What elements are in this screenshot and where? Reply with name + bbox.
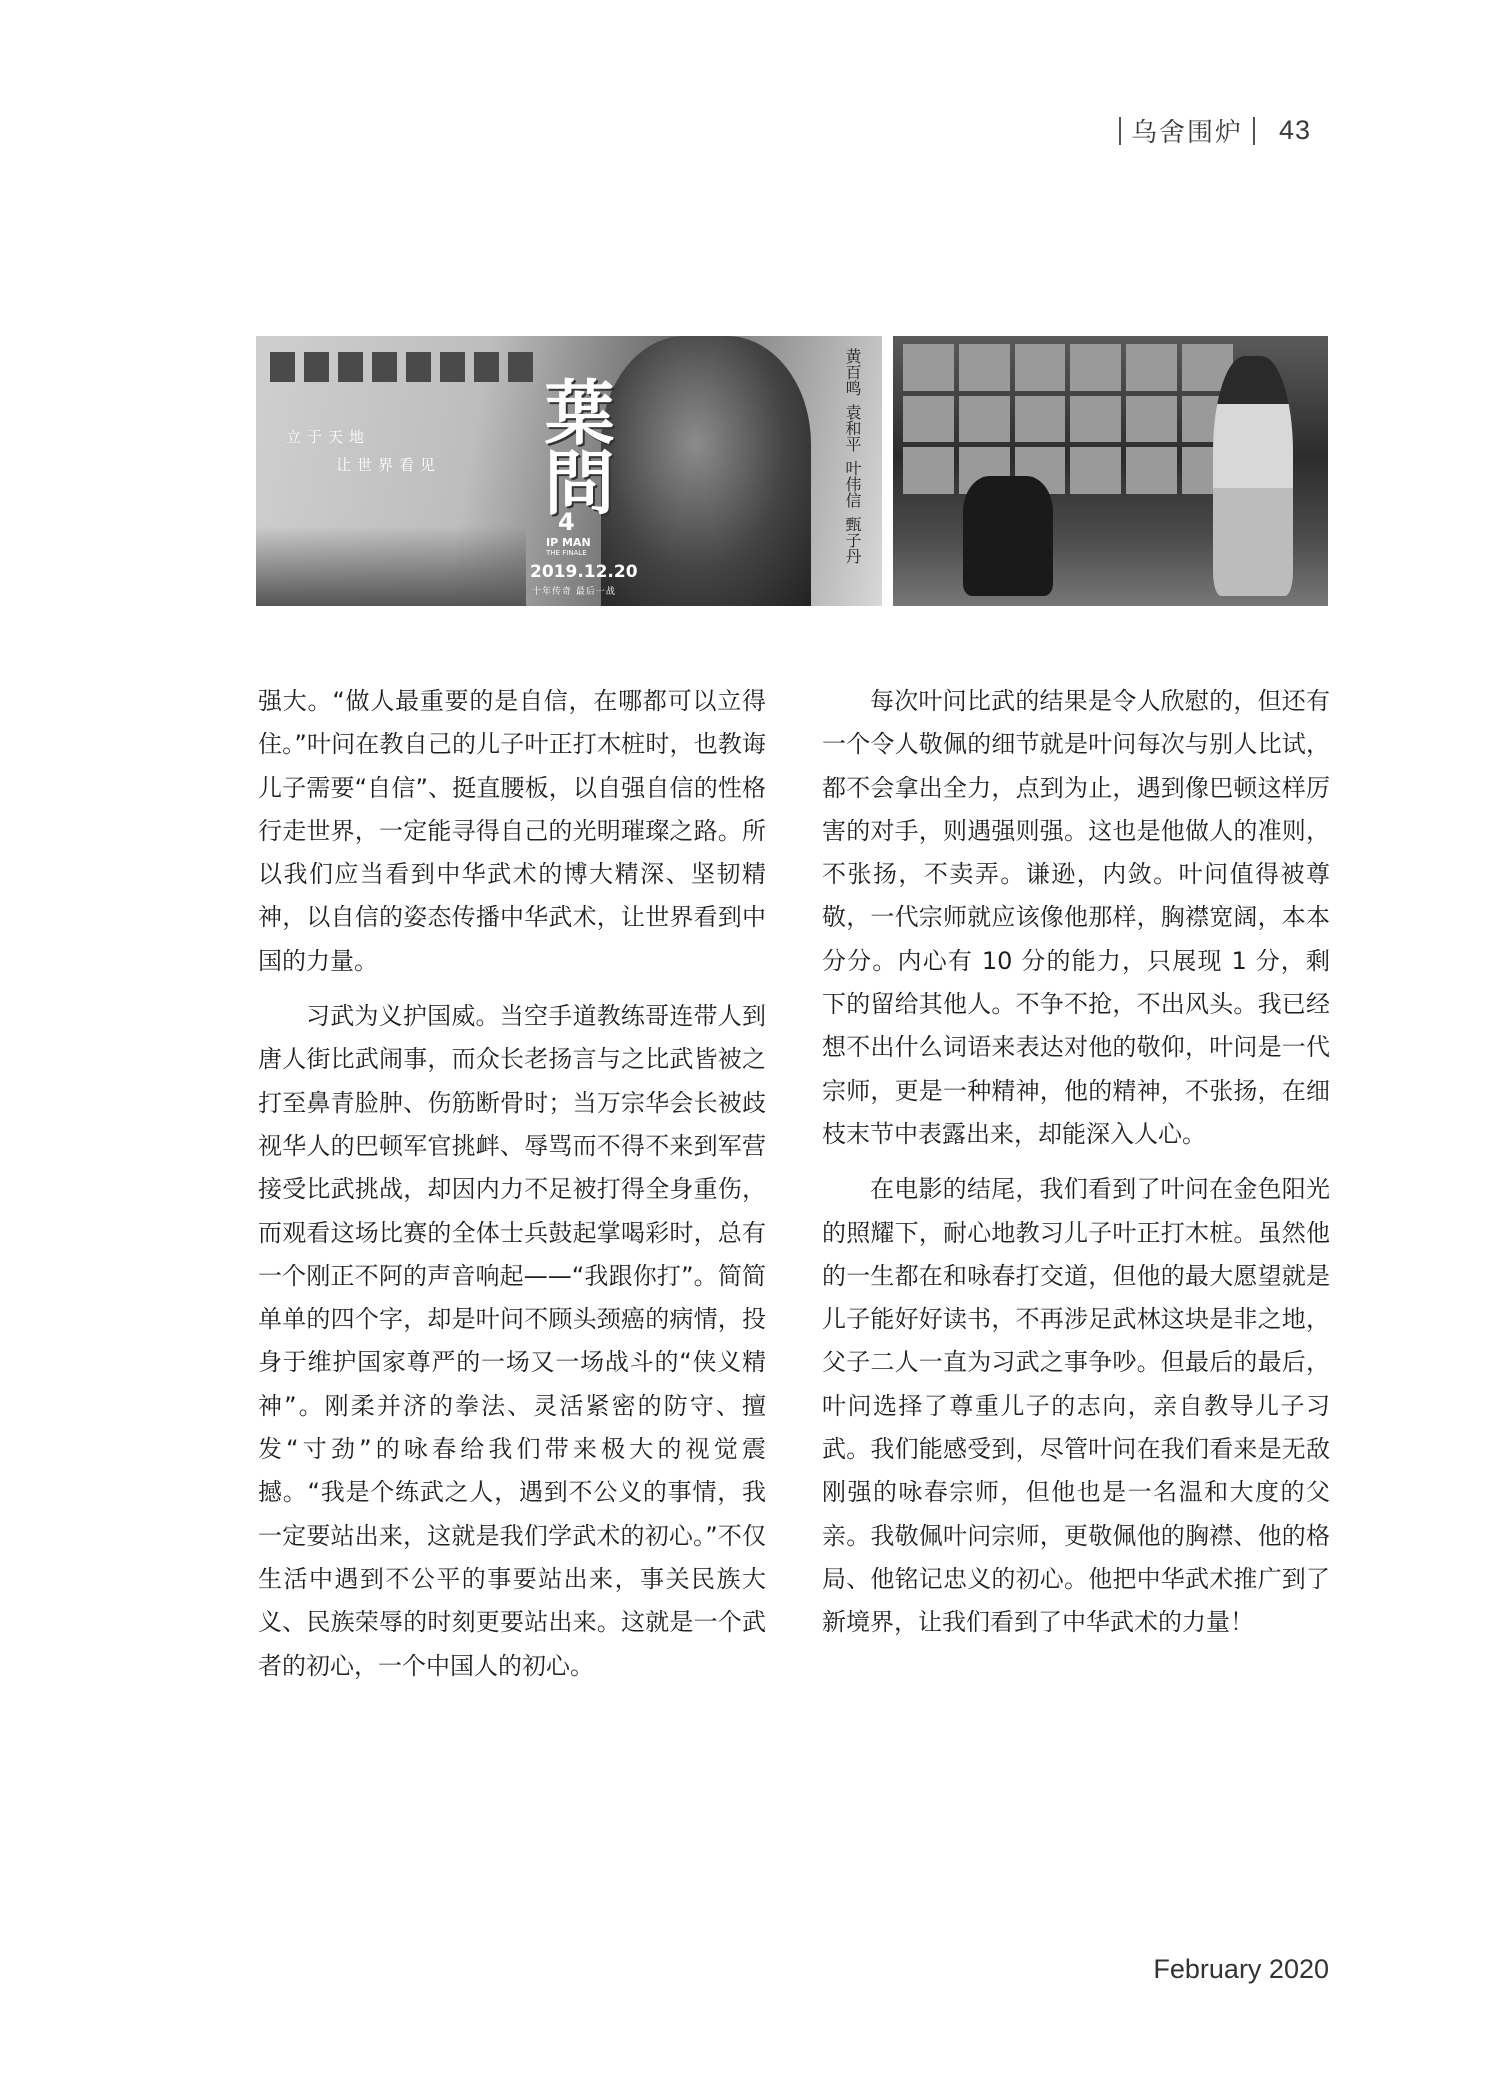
cast-portrait <box>372 352 397 382</box>
article-paragraph: 习武为义护国威。当空手道教练哥连带人到唐人街比武闹事，而众长老扬言与之比武皆被之打至鼻青脸肿、伤筋断骨时；当万宗华会长被歧视华人的巴顿军官挑衅、辱骂而不得不来到军营接受比武挑战，却因内力不足被打得全身重伤，而观看这场比赛的全体士兵鼓起掌喝彩时，总有一个刚正不阿的声音响起——“我跟你打”。简简单单的四个字，却是叶问不顾头颈癌的病情，投身于维护国家尊严的一场又一场战斗的“侠义精神”。刚柔并济的拳法、灵活紧密的防守、擅发“寸劲”的咏春给我们带来极大的视觉震撼。“我是个练武之人，遇到不公义的事情，我一定要站出来，这就是我们学武术的初心。”不仅生活中遇到不公平的事要站出来，事关民族大义、民族荣辱的时刻更要站出来。这就是一个武者的初心，一个中国人的初心。 <box>258 1002 766 1680</box>
window-pane <box>903 447 954 494</box>
window-pane <box>1015 396 1066 443</box>
window-pane <box>903 344 954 391</box>
poster-release-date: 2019.12.20 <box>530 562 638 582</box>
poster-credit: 叶伟信 <box>843 460 862 508</box>
fight-scene-photo <box>893 336 1328 606</box>
article-paragraph: 每次叶问比武的结果是令人欣慰的，但还有一个令人敬佩的细节就是叶问每次与别人比试，都不会拿出全力，点到为止，遇到像巴顿这样厉害的对手，则遇强则强。这也是他做人的准则，不张扬，不卖弄。谦逊，内敛。叶问值得被尊敬，一代宗师就应该像他那样，胸襟宽阔，本本分分。内心有 10 分的能力，只展现 1 分，剩下的留给其他人。不争不抢，不出风头。我已经想不出什么词语来表达对他的敬仰，叶问是一代宗师，更是一种精神，他的精神，不张扬，在细枝末节中表露出来，却能深入人心。 <box>822 687 1330 1148</box>
cast-portrait <box>474 352 499 382</box>
window-pane <box>903 396 954 443</box>
header-divider-right <box>1253 117 1255 145</box>
window-pane <box>1070 344 1121 391</box>
photo-fighter-right <box>1213 356 1293 596</box>
cast-portrait <box>440 352 465 382</box>
cast-portrait <box>304 352 329 382</box>
poster-slogan-line2: 让世界看见 <box>336 456 442 474</box>
poster-credit: 袁和平 <box>843 404 862 452</box>
window-pane <box>1126 396 1177 443</box>
poster-slogan-line1: 立于天地 <box>286 428 371 446</box>
movie-poster-image <box>256 336 882 606</box>
running-header <box>1109 112 1311 149</box>
cast-portrait <box>338 352 363 382</box>
window-pane <box>959 396 1010 443</box>
page-number: 43 <box>1278 115 1311 145</box>
cast-portrait <box>270 352 295 382</box>
window-pane <box>1126 344 1177 391</box>
poster-credits <box>841 348 864 564</box>
window-pane <box>1015 344 1066 391</box>
issue-date-footer: February 2020 <box>1153 1954 1329 1984</box>
window-pane <box>959 344 1010 391</box>
poster-crowd-scene <box>256 526 526 606</box>
poster-subtitle-en: THE FINALE <box>546 549 587 557</box>
poster-title-en: IP MAN <box>546 536 591 549</box>
cast-portrait <box>406 352 431 382</box>
header-divider-left <box>1119 117 1121 145</box>
poster-cast-strip <box>270 352 533 382</box>
article-paragraph: 在电影的结尾，我们看到了叶问在金色阳光的照耀下，耐心地教习儿子叶正打木桩。虽然他的一生都在和咏春打交道，但他的最大愿望就是儿子能好好读书，不再涉足武林这块是非之地，父子二人一直为习武之事争吵。但最后的最后，叶问选择了尊重儿子的志向，亲自教导儿子习武。我们能感受到，尽管叶问在我们看来是无敌刚强的咏春宗师，但他也是一名温和大度的父亲。我敬佩叶问宗师，更敬佩他的胸襟、他的格局、他铭记忠义的初心。他把中华武术推广到了新境界，让我们看到了中华武术的力量！ <box>822 1175 1330 1637</box>
article-column-left <box>258 680 766 1700</box>
poster-number: 4 <box>558 508 575 536</box>
window-pane <box>1070 447 1121 494</box>
photo-window-frame <box>903 344 1233 494</box>
poster-credit: 甄子丹 <box>843 516 862 564</box>
poster-title-cn: 葉問 <box>533 376 616 516</box>
article-paragraph: 强大。“做人最重要的是自信，在哪都可以立得住。”叶问在教自己的儿子叶正打木桩时，也教诲儿子需要“自信”、挺直腰板，以自强自信的性格行走世界，一定能寻得自己的光明璀璨之路。所以我们应当看到中华武术的博大精深、坚韧精神，以自信的姿态传播中华武术，让世界看到中国的力量。 <box>258 687 766 975</box>
poster-credit: 黄百鸣 <box>843 348 862 396</box>
poster-tagline: 十年传奇 最后一战 <box>532 587 616 597</box>
section-title: 乌舍围炉 <box>1130 118 1243 148</box>
photo-fighter-left <box>963 476 1053 596</box>
window-pane <box>1070 396 1121 443</box>
article-column-right <box>822 680 1330 1657</box>
window-pane <box>1126 447 1177 494</box>
